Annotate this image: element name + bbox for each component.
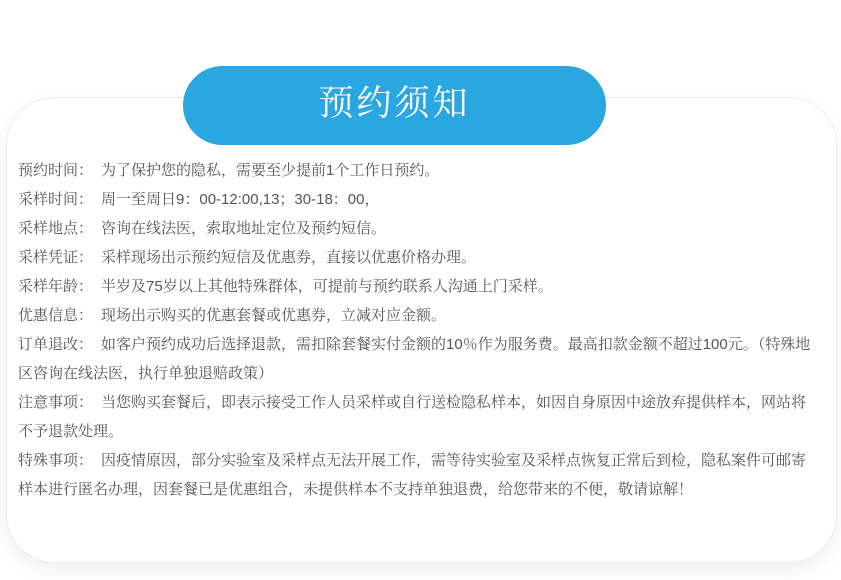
notice-label: 优惠信息： bbox=[18, 307, 94, 324]
notice-row-sampling-age bbox=[18, 272, 820, 301]
notice-label: 注意事项： bbox=[18, 394, 94, 411]
notice-text: 当您购买套餐后，即表示接受工作人员采样或自行送检隐私样本，如因自身原因中途放弃提供样本，网站将不予退款处理。 bbox=[18, 394, 807, 440]
page-title: 预约须知 bbox=[318, 84, 471, 123]
notice-label: 订单退改： bbox=[18, 336, 94, 353]
notice-title-banner bbox=[183, 66, 606, 145]
notice-row-special bbox=[18, 446, 820, 504]
notice-label: 采样时间： bbox=[18, 191, 94, 208]
notice-label: 预约时间： bbox=[18, 162, 94, 179]
notice-list bbox=[18, 156, 820, 504]
notice-row-discount-info bbox=[18, 301, 820, 330]
notice-row-sampling-location bbox=[18, 214, 820, 243]
notice-text: 采样现场出示预约短信及优惠券，直接以优惠价格办理。 bbox=[101, 249, 477, 266]
notice-label: 采样年龄： bbox=[18, 278, 94, 295]
notice-row-sampling-proof bbox=[18, 243, 820, 272]
notice-label: 特殊事项： bbox=[18, 452, 94, 469]
notice-text: 因疫情原因，部分实验室及采样点无法开展工作，需等待实验室及采样点恢复正常后到检，隐私案件可邮寄样本进行匿名办理，因套餐已是优惠组合，未提供样本不支持单独退费，给您带来的不便，敬请谅解！ bbox=[18, 452, 807, 498]
notice-label: 采样凭证： bbox=[18, 249, 94, 266]
notice-text: 周一至周日9：00-12:00,13；30-18：00， bbox=[101, 191, 380, 208]
notice-text: 如客户预约成功后选择退款，需扣除套餐实付金额的10％作为服务费。最高扣款金额不超过100元。（特殊地区咨询在线法医，执行单独退赔政策） bbox=[18, 336, 811, 382]
notice-text: 咨询在线法医，索取地址定位及预约短信。 bbox=[101, 220, 387, 237]
notice-row-sampling-time bbox=[18, 185, 820, 214]
notice-text: 半岁及75岁以上其他特殊群体，可提前与预约联系人沟通上门采样。 bbox=[101, 278, 553, 295]
notice-text: 现场出示购买的优惠套餐或优惠券，立减对应金额。 bbox=[101, 307, 447, 324]
notice-text: 为了保护您的隐私，需要至少提前1个工作日预约。 bbox=[101, 162, 440, 179]
notice-row-booking-time bbox=[18, 156, 820, 185]
notice-label: 采样地点： bbox=[18, 220, 94, 237]
notice-row-order-refund bbox=[18, 330, 820, 388]
notice-row-attention bbox=[18, 388, 820, 446]
